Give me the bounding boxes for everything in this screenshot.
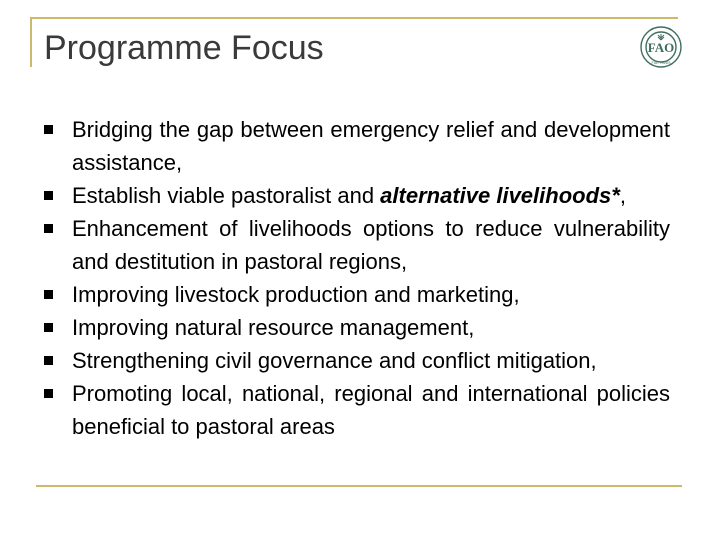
bullet-text: Improving natural resource management,: [72, 315, 475, 340]
bullet-item: [44, 278, 670, 311]
square-bullet-icon: [44, 389, 53, 398]
bullet-item: [44, 311, 670, 344]
bullet-text: Promoting local, national, regional and international policies beneficial to pastoral areas: [72, 381, 670, 439]
slide-title: Programme Focus: [44, 29, 324, 67]
bullet-item: [44, 212, 670, 278]
logo-motto: FIAT PANIS: [651, 61, 671, 65]
bullet-text: Enhancement of livelihoods options to reduce vulnerability and destitution in pastoral regions,: [72, 216, 670, 274]
bullet-list: [44, 113, 670, 443]
bullet-item: [44, 377, 670, 443]
bullet-text: Establish viable pastoralist and: [72, 183, 381, 208]
bullet-emphasis: alternative livelihoods*: [380, 183, 620, 208]
bullet-item: [44, 179, 670, 212]
left-frame-line: [30, 17, 32, 67]
square-bullet-icon: [44, 125, 53, 134]
top-frame-line: [30, 17, 678, 19]
logo-letters: FAO: [647, 40, 675, 55]
bullet-item: [44, 113, 670, 179]
bullet-item: [44, 344, 670, 377]
square-bullet-icon: [44, 356, 53, 365]
square-bullet-icon: [44, 224, 53, 233]
bullet-text: Bridging the gap between emergency relief and development assistance,: [72, 117, 670, 175]
bullet-text-tail: ,: [619, 183, 626, 208]
fao-logo-icon: [636, 24, 686, 70]
square-bullet-icon: [44, 191, 53, 200]
square-bullet-icon: [44, 323, 53, 332]
bullet-text: Improving livestock production and marketing,: [72, 282, 520, 307]
bullet-text: Strengthening civil governance and conflict mitigation,: [72, 348, 597, 373]
square-bullet-icon: [44, 290, 53, 299]
bottom-frame-line: [36, 485, 682, 487]
